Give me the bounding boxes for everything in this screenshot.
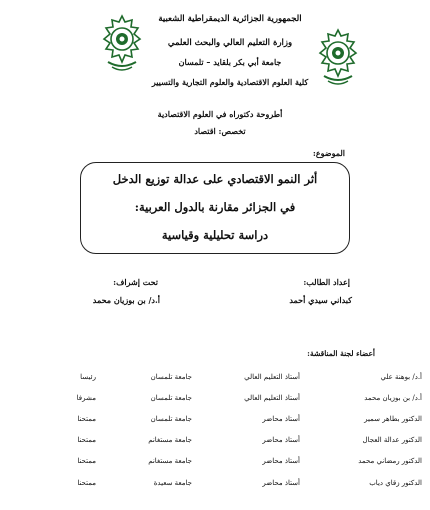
ministry-line: وزارة التعليم العالي والبحث العلمي	[167, 38, 293, 48]
member-grade: أستاذ محاضر	[262, 457, 300, 466]
member-name: أ.د/ بوهنة علي	[380, 372, 422, 381]
republic-line: الجمهورية الجزائرية الديمقراطية الشعبية	[158, 14, 302, 24]
title-line-2: في الجزائر مقارنة بالدول العربية:	[134, 200, 296, 214]
faculty-line: كلية العلوم الاقتصادية والعلوم التجارية والتسيير	[151, 77, 309, 87]
member-name: الدكتور عدالة العجال	[362, 436, 422, 445]
member-university: جامعة مستغانم	[148, 457, 192, 466]
member-grade: أستاذ محاضر	[262, 436, 300, 445]
table-row	[6, 451, 422, 472]
table-row	[6, 366, 422, 387]
committee-table	[6, 366, 422, 493]
member-role: رئيسا	[80, 372, 96, 381]
member-role: ممتحنا	[77, 414, 96, 423]
member-name: الدكتور زقاي دياب	[369, 478, 422, 487]
member-university: جامعة تلمسان	[150, 372, 192, 381]
member-role: ممتحنا	[77, 478, 96, 487]
member-name: الدكتور بطاهر سمير	[364, 414, 422, 423]
member-grade: أستاذ التعليم العالي	[244, 372, 300, 381]
member-role: مشرفا	[76, 393, 96, 402]
thesis-specialty: تخصص: اقتصاد	[194, 126, 246, 136]
title-line-3: دراسة تحليلية وقياسية	[161, 228, 269, 242]
member-role: ممتحنا	[77, 436, 96, 445]
thesis-type: أطروحة دكتوراه في العلوم الاقتصادية	[157, 109, 283, 119]
university-emblem-left-icon	[94, 12, 150, 74]
member-university: جامعة سعيدة	[153, 478, 192, 487]
subject-label: الموضوع:	[312, 148, 345, 158]
title-line-1: أثر النمو الاقتصادي على عدالة توزيع الدخل	[112, 172, 318, 186]
member-grade: أستاذ محاضر	[262, 478, 300, 487]
university-line: جامعة أبي بكر بلقايد – تلمسان	[178, 57, 282, 67]
supervisor-label: تحت إشراف:	[113, 277, 158, 287]
student-label: إعداد الطالب:	[303, 277, 350, 287]
supervisor-name: أ.د/ بن بوزيان محمد	[92, 295, 160, 305]
member-grade: أستاذ التعليم العالي	[244, 393, 300, 402]
table-row	[6, 472, 422, 493]
member-role: ممتحنا	[77, 457, 96, 466]
member-university: جامعة مستغانم	[148, 436, 192, 445]
member-name: أ.د/ بن بوزيان محمد	[364, 393, 422, 402]
table-row	[6, 387, 422, 408]
member-university: جامعة تلمسان	[150, 393, 192, 402]
committee-label: أعضاء لجنة المناقشة:	[307, 349, 375, 358]
student-name: كبداني سيدي أحمد	[289, 295, 352, 305]
table-row	[6, 430, 422, 451]
table-row	[6, 408, 422, 429]
member-name: الدكتور رمضاني محمد	[358, 457, 422, 466]
member-university: جامعة تلمسان	[150, 414, 192, 423]
member-grade: أستاذ محاضر	[262, 414, 300, 423]
